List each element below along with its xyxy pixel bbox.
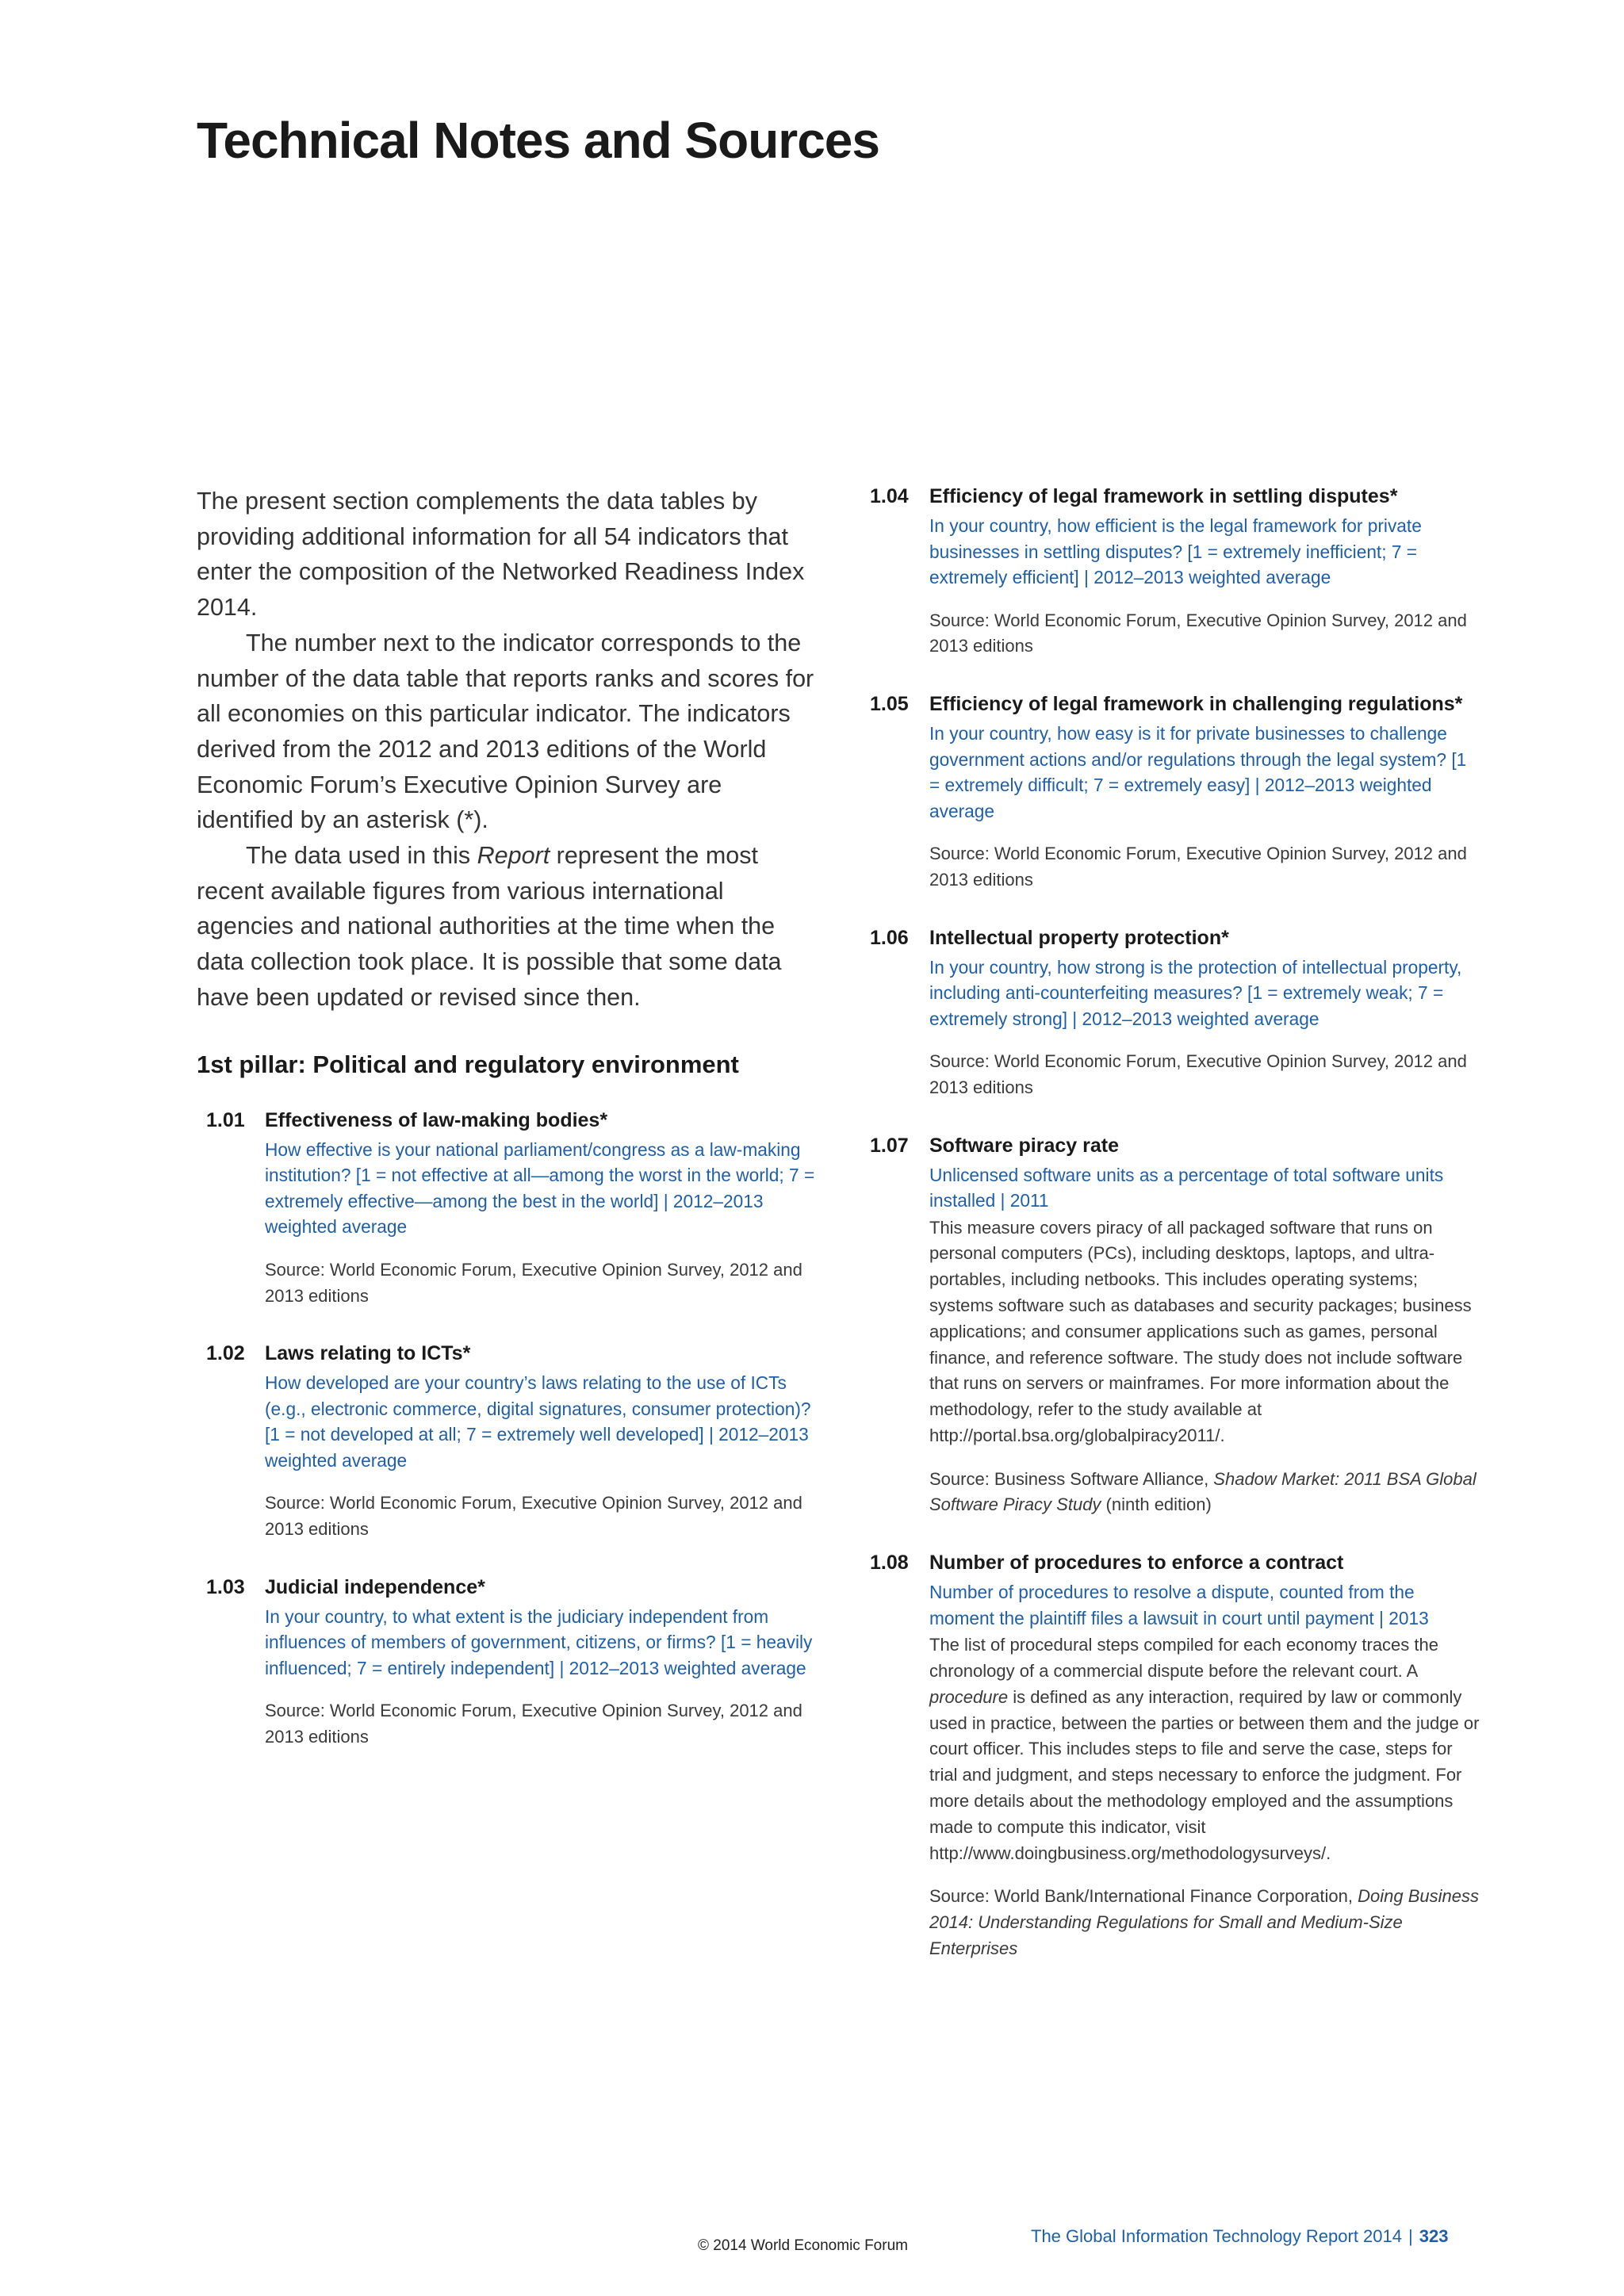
intro-paragraph-3: The data used in this Report represent the most recent available figures from various international agencies and national authorities at the time when the data collection took place. It is possible that some data have been updated or revised since then. bbox=[197, 842, 782, 1011]
indicator-entry bbox=[870, 1133, 1480, 1519]
indicator-source: Source: World Economic Forum, Executive Opinion Survey, 2012 and 2013 editions bbox=[929, 1051, 1467, 1097]
indicator-source: Source: Business Software Alliance, Shadow Market: 2011 BSA Global Software Piracy Study (ninth edition) bbox=[929, 1468, 1477, 1515]
indicator-number: 1.05 bbox=[870, 692, 909, 715]
indicator-title: Effectiveness of law-making bodies* bbox=[265, 1108, 608, 1131]
indicator-number: 1.02 bbox=[206, 1342, 245, 1365]
indicator-title: Efficiency of legal framework in settling disputes* bbox=[929, 485, 1398, 507]
indicator-entry bbox=[870, 691, 1480, 894]
pillar-heading: 1st pillar: Political and regulatory environment bbox=[197, 1050, 739, 1078]
intro-paragraph-1: The present section complements the data tables by providing additional information for all 54 indicators that enter the composition of the Networked Readiness Index 2014. bbox=[197, 488, 805, 622]
indicator-title: Laws relating to ICTs* bbox=[265, 1342, 471, 1365]
indicator-entry bbox=[870, 1550, 1480, 1961]
indicator-source: Source: World Economic Forum, Executive Opinion Survey, 2012 and 2013 editions bbox=[265, 1259, 802, 1306]
indicator-question: In your country, how easy is it for private businesses to challenge government actions and/or regulations through the legal system? [1 = extremely difficult; 7 = extremely easy] | 2012–2013 weighted average bbox=[929, 722, 1467, 821]
footer-report bbox=[1031, 2226, 1448, 2247]
indicator-title: Intellectual property protection* bbox=[929, 926, 1229, 949]
indicator-source: Source: World Economic Forum, Executive Opinion Survey, 2012 and 2013 editions bbox=[265, 1493, 802, 1540]
indicator-description: The list of procedural steps compiled for each economy traces the chronology of a commercial dispute before the relevant court. A procedure is defined as any interaction, required by law or commonly used in practice, between the parties or between them and the judge or court officer. This includes steps to file and serve the case, steps for trial and judgment, and steps necessary to enforce the judgment. For more details about the methodology employed and the assumptions made to compute this indicator, visit http://www.doingbusiness.org/methodologysurveys/. bbox=[929, 1635, 1480, 1863]
indicator-title: Software piracy rate bbox=[929, 1134, 1119, 1157]
indicator-question: In your country, how efficient is the legal framework for private businesses in settling disputes? [1 = extremely inefficient; 7 = extremely efficient] | 2012–2013 weighted average bbox=[929, 515, 1422, 588]
intro-paragraph-2: The number next to the indicator corresponds to the number of the data table that reports ranks and scores for all economies on this particular indicator. The indicators derived from the 2012 and 2013 editions of the World Economic Forum’s Executive Opinion Survey are identified by an asterisk (*). bbox=[197, 629, 814, 834]
indicator-title: Efficiency of legal framework in challenging regulations* bbox=[929, 692, 1463, 715]
indicator-source: Source: World Economic Forum, Executive Opinion Survey, 2012 and 2013 editions bbox=[929, 610, 1467, 656]
indicator-number: 1.01 bbox=[206, 1108, 245, 1131]
indicator-title: Number of procedures to enforce a contract bbox=[929, 1552, 1344, 1575]
indicator-source: Source: World Economic Forum, Executive Opinion Survey, 2012 and 2013 editions bbox=[265, 1701, 802, 1747]
indicator-number: 1.03 bbox=[206, 1575, 245, 1598]
indicator-source: Source: World Economic Forum, Executive Opinion Survey, 2012 and 2013 editions bbox=[929, 844, 1467, 890]
indicator-question: How effective is your national parliament/congress as a law-making institution? [1 = not effective at all—among the worst in the world; 7 = extremely effective—among the best in the world] | 2012–2013 weighted average bbox=[265, 1138, 815, 1238]
footer-report-title: The Global Information Technology Report 2014 bbox=[1031, 2226, 1402, 2246]
indicator-question: How developed are your country’s laws relating to the use of ICTs (e.g., electronic commerce, digital signatures, consumer protection)? [1 = not developed at all; 7 = extremely well developed] | 2012–2013 weighted average bbox=[265, 1372, 811, 1471]
indicator-question: In your country, to what extent is the judiciary independent from influences of members of government, citizens, or firms? [1 = heavily influenced; 7 = entirely independent] | 2012–2013 weighted average bbox=[265, 1605, 813, 1678]
indicator-entry bbox=[870, 484, 1480, 660]
indicator-number: 1.04 bbox=[870, 485, 909, 507]
indicator-question: In your country, how strong is the protection of intellectual property, including anti-counterfeiting measures? [1 = extremely weak; 7 = extremely strong] | 2012–2013 weighted average bbox=[929, 956, 1462, 1029]
indicator-number: 1.06 bbox=[870, 926, 909, 949]
indicator-entry bbox=[197, 1575, 823, 1751]
intro-text bbox=[197, 484, 823, 1016]
left-column bbox=[197, 484, 823, 1782]
indicator-title: Judicial independence* bbox=[265, 1575, 485, 1598]
indicator-number: 1.07 bbox=[870, 1134, 909, 1157]
right-column bbox=[870, 484, 1480, 1993]
footer-copyright: © 2014 World Economic Forum bbox=[698, 2237, 908, 2254]
page-number: 323 bbox=[1419, 2226, 1449, 2246]
indicator-entry bbox=[870, 925, 1480, 1101]
indicator-number: 1.08 bbox=[870, 1552, 909, 1575]
indicator-question: Unlicensed software units as a percentage of total software units installed | 2011 bbox=[929, 1164, 1444, 1211]
indicator-entry bbox=[197, 1341, 823, 1543]
page-title: Technical Notes and Sources bbox=[197, 112, 879, 169]
indicator-source: Source: World Bank/International Finance Corporation, Doing Business 2014: Understanding Regulations for Small and Medium-Size Enterprises bbox=[929, 1886, 1479, 1958]
indicator-description: This measure covers piracy of all packaged software that runs on personal computers (PCs), including desktops, laptops, and ultra-portables, including netbooks. This includes operating systems; systems software such as databases and security packages; business applications; and consumer applications such as games, personal finance, and reference software. The study does not include software that runs on servers or mainframes. For more information about the methodology, refer to the study available at http://portal.bsa.org/globalpiracy2011/. bbox=[929, 1217, 1472, 1446]
indicator-entry bbox=[197, 1108, 823, 1310]
footer-separator: | bbox=[1408, 2226, 1413, 2246]
indicator-question: Number of procedures to resolve a dispute, counted from the moment the plaintiff files a lawsuit in court until payment | 2013 bbox=[929, 1582, 1429, 1628]
